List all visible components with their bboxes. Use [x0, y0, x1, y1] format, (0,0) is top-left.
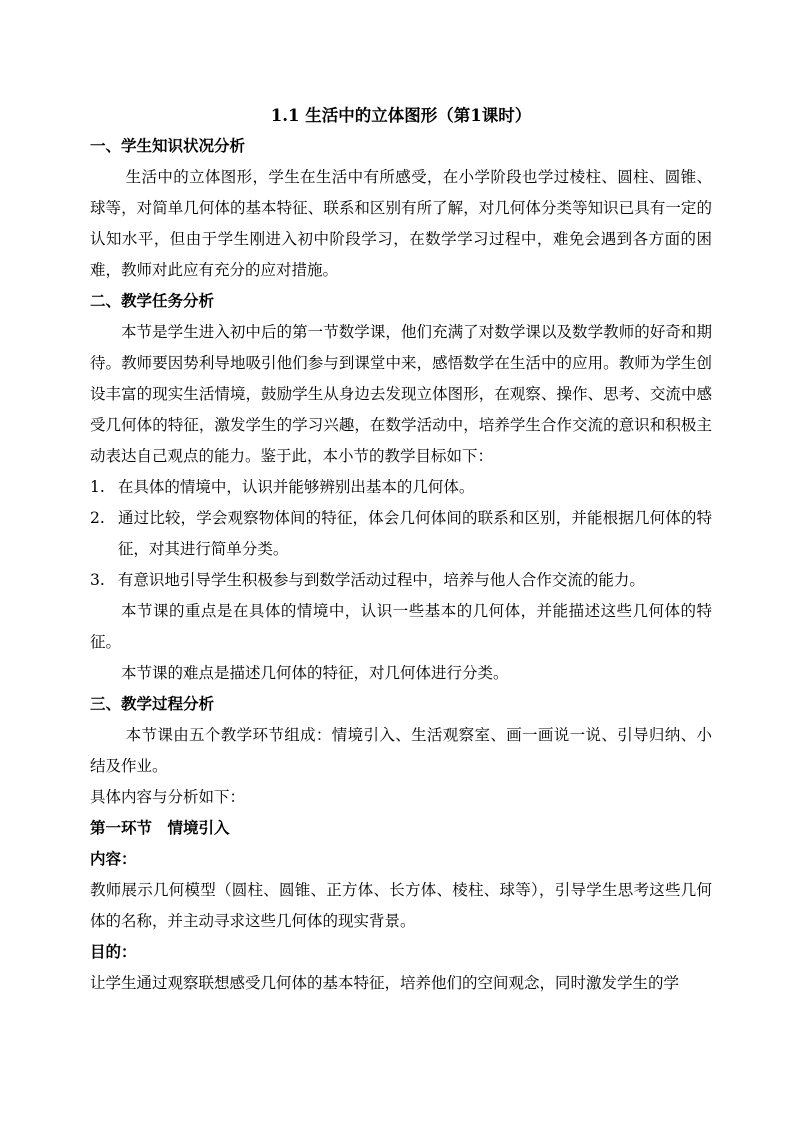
purpose-label: 目的： — [90, 943, 137, 961]
paragraph-details-intro: 具体内容与分析如下： — [90, 788, 246, 806]
document-body — [90, 100, 712, 999]
document-title: 1.1 生活中的立体图形（第1课时） — [270, 106, 532, 125]
goal-item-1 — [90, 472, 712, 503]
goal-text: 在具体的情境中，认识并能够辨别出基本的几何体。 — [117, 478, 475, 496]
goal-item-3 — [90, 565, 712, 596]
goal-number: 3. — [90, 571, 105, 589]
paragraph-purpose: 让学生通过观察联想感受几何体的基本特征，培养他们的空间观念，同时激发学生的学 — [90, 974, 680, 992]
paragraph-content: 教师展示几何模型（圆柱、圆锥、正方体、长方体、棱柱、球等），引导学生思考这些几何体的名称，并主动寻求这些几何体的现实背景。 — [90, 881, 712, 930]
section-heading-task-analysis: 二、教学任务分析 — [90, 292, 215, 310]
paragraph-student-knowledge: 生活中的立体图形，学生在生活中有所感受，在小学阶段也学过棱柱、圆柱、圆锥、球等，对简单几何体的基本特征、联系和区别有所了解，对几何体分类等知识已具有一定的认知水平，但由于学生刚进入初中阶段学习，在数学学习过程中，难免会遇到各方面的困难，教师对此应有充分的应对措施。 — [90, 168, 712, 279]
paragraph-difficulty: 本节课的难点是描述几何体的特征，对几何体进行分类。 — [121, 664, 509, 682]
content-label: 内容： — [90, 850, 137, 868]
paragraph-process-overview: 本节课由五个教学环节组成：情境引入、生活观察室、画一画说一说、引导归纳、小结及作业。 — [90, 726, 712, 775]
paragraph-task-analysis: 本节是学生进入初中后的第一节数学课，他们充满了对数学课以及数学教师的好奇和期待。教师要因势利导地吸引他们参与到课堂中来，感悟数学在生活中的应用。教师为学生创设丰富的现实生活情境，鼓励学生从身边去发现立体图形，在观察、操作、思考、交流中感受几何体的特征，激发学生的学习兴趣，在数学活动中，培养学生合作交流的意识和积极主动表达自己观点的能力。鉴于此，本小节的教学目标如下： — [90, 323, 712, 465]
goal-item-2 — [90, 503, 712, 565]
goal-text: 通过比较，学会观察物体间的特征，体会几何体间的联系和区别，并能根据几何体的特征，对其进行简单分类。 — [117, 509, 712, 558]
stage-heading-1: 第一环节 情境引入 — [90, 819, 230, 837]
section-heading-student-knowledge: 一、学生知识状况分析 — [90, 137, 246, 155]
section-heading-process-analysis: 三、教学过程分析 — [90, 695, 215, 713]
goal-number: 1. — [90, 478, 105, 496]
goal-text: 有意识地引导学生积极参与到数学活动过程中，培养与他人合作交流的能力。 — [117, 571, 645, 589]
goal-number: 2. — [90, 509, 105, 527]
paragraph-key-point: 本节课的重点是在具体的情境中，认识一些基本的几何体，并能描述这些几何体的特征。 — [90, 602, 712, 651]
